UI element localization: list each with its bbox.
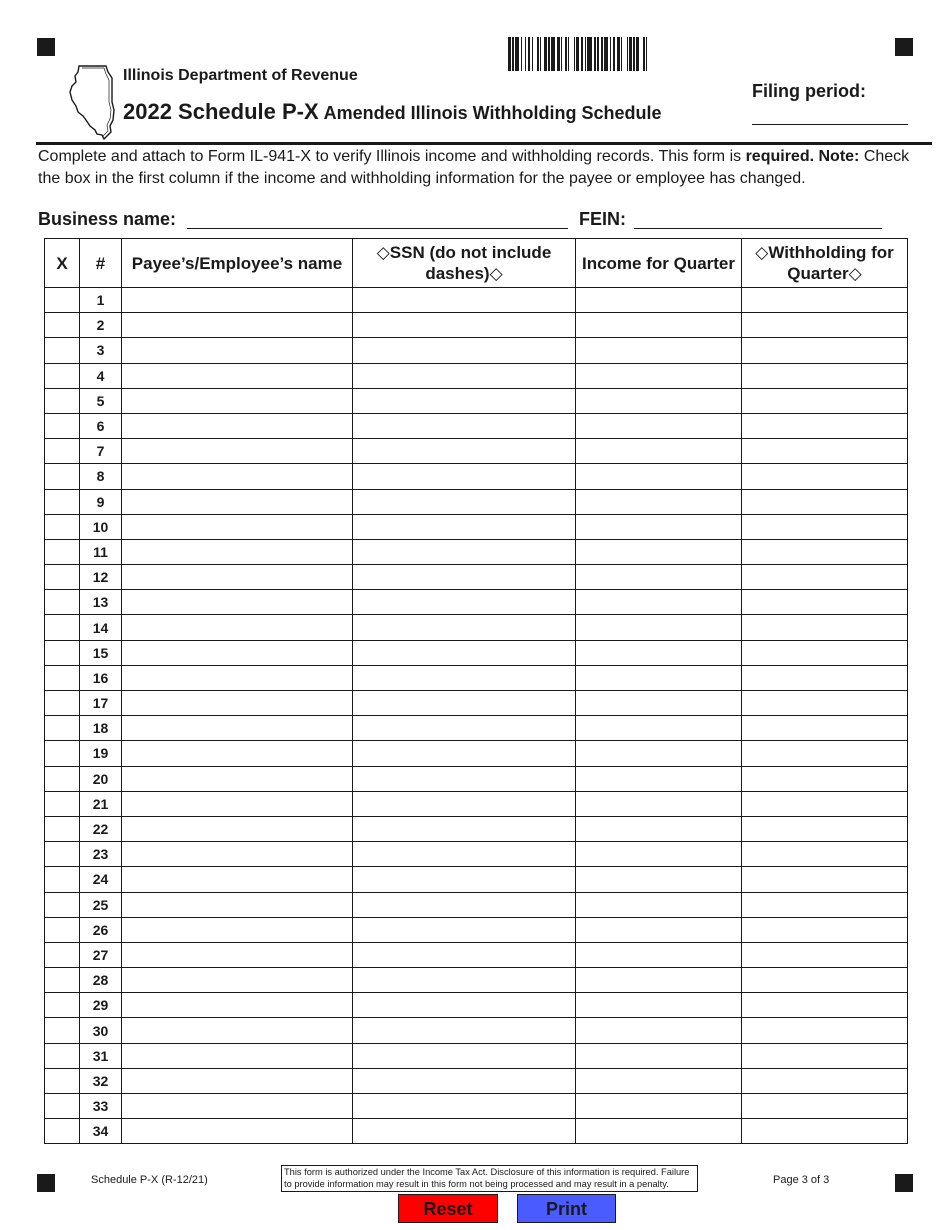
row-number: 18 xyxy=(80,716,122,741)
column-header-ssn: ◇SSN (do not include dashes)◇ xyxy=(353,239,576,288)
payee-name-cell[interactable] xyxy=(122,363,353,388)
business-name-field[interactable] xyxy=(187,228,568,229)
ssn-cell[interactable] xyxy=(353,590,576,615)
row-number: 2 xyxy=(80,313,122,338)
ssn-cell[interactable] xyxy=(353,816,576,841)
table-header-row xyxy=(45,239,908,288)
income-cell[interactable] xyxy=(576,691,742,716)
income-cell[interactable] xyxy=(576,514,742,539)
ssn-cell[interactable] xyxy=(353,439,576,464)
form-title: 2022 Schedule P-X xyxy=(123,99,319,124)
changed-checkbox-cell[interactable] xyxy=(45,489,80,514)
ssn-cell[interactable] xyxy=(353,615,576,640)
payee-name-cell[interactable] xyxy=(122,1119,353,1144)
ssn-cell[interactable] xyxy=(353,539,576,564)
payee-name-cell[interactable] xyxy=(122,514,353,539)
withholding-cell[interactable] xyxy=(742,388,908,413)
changed-checkbox-cell[interactable] xyxy=(45,766,80,791)
payee-name-cell[interactable] xyxy=(122,1068,353,1093)
ssn-cell[interactable] xyxy=(353,640,576,665)
table-body xyxy=(45,288,908,1144)
changed-checkbox-cell[interactable] xyxy=(45,942,80,967)
table-row xyxy=(45,1068,908,1093)
payee-name-cell[interactable] xyxy=(122,741,353,766)
payee-name-cell[interactable] xyxy=(122,892,353,917)
payee-name-cell[interactable] xyxy=(122,489,353,514)
income-cell[interactable] xyxy=(576,741,742,766)
table-row xyxy=(45,1119,908,1144)
ssn-cell[interactable] xyxy=(353,741,576,766)
withholding-cell[interactable] xyxy=(742,640,908,665)
income-cell[interactable] xyxy=(576,338,742,363)
row-number: 23 xyxy=(80,842,122,867)
income-cell[interactable] xyxy=(576,288,742,313)
withholding-cell[interactable] xyxy=(742,791,908,816)
instructions-text: Complete and attach to Form IL-941-X to verify Illinois income and withholding records. This form is xyxy=(38,148,746,165)
withholding-cell[interactable] xyxy=(742,766,908,791)
instructions-text-continued: Check the box in the first column if the income and withholding information for the payee or employee has changed. xyxy=(38,148,910,187)
changed-checkbox-cell[interactable] xyxy=(45,615,80,640)
withholding-cell[interactable] xyxy=(742,489,908,514)
withholding-cell[interactable] xyxy=(742,917,908,942)
changed-checkbox-cell[interactable] xyxy=(45,464,80,489)
changed-checkbox-cell[interactable] xyxy=(45,514,80,539)
withholding-cell[interactable] xyxy=(742,691,908,716)
table-row xyxy=(45,1018,908,1043)
withholding-cell[interactable] xyxy=(742,338,908,363)
row-number: 12 xyxy=(80,565,122,590)
payee-name-cell[interactable] xyxy=(122,917,353,942)
table-row xyxy=(45,867,908,892)
changed-checkbox-cell[interactable] xyxy=(45,363,80,388)
withholding-cell[interactable] xyxy=(742,867,908,892)
payee-name-cell[interactable] xyxy=(122,691,353,716)
withholding-cell[interactable] xyxy=(742,842,908,867)
ssn-cell[interactable] xyxy=(353,968,576,993)
table-row xyxy=(45,791,908,816)
payee-name-cell[interactable] xyxy=(122,791,353,816)
ssn-cell[interactable] xyxy=(353,363,576,388)
withholding-cell[interactable] xyxy=(742,665,908,690)
withholding-cell[interactable] xyxy=(742,539,908,564)
changed-checkbox-cell[interactable] xyxy=(45,313,80,338)
instructions-bold: required. Note: xyxy=(745,148,860,165)
changed-checkbox-cell[interactable] xyxy=(45,1043,80,1068)
income-cell[interactable] xyxy=(576,464,742,489)
ssn-cell[interactable] xyxy=(353,716,576,741)
row-number: 1 xyxy=(80,288,122,313)
income-cell[interactable] xyxy=(576,816,742,841)
column-header-payee-name: Payee’s/Employee’s name xyxy=(122,239,353,288)
table-row xyxy=(45,338,908,363)
payee-name-cell[interactable] xyxy=(122,766,353,791)
row-number: 22 xyxy=(80,816,122,841)
ssn-cell[interactable] xyxy=(353,514,576,539)
withholding-cell[interactable] xyxy=(742,464,908,489)
column-header-changed: X xyxy=(45,239,80,288)
withholding-cell[interactable] xyxy=(742,590,908,615)
row-number: 17 xyxy=(80,691,122,716)
payee-name-cell[interactable] xyxy=(122,288,353,313)
row-number: 32 xyxy=(80,1068,122,1093)
ssn-cell[interactable] xyxy=(353,1094,576,1119)
row-number: 27 xyxy=(80,942,122,967)
income-cell[interactable] xyxy=(576,615,742,640)
withholding-cell[interactable] xyxy=(742,288,908,313)
withholding-cell[interactable] xyxy=(742,942,908,967)
ssn-cell[interactable] xyxy=(353,1119,576,1144)
payee-name-cell[interactable] xyxy=(122,413,353,438)
ssn-cell[interactable] xyxy=(353,288,576,313)
table-row xyxy=(45,464,908,489)
income-cell[interactable] xyxy=(576,1094,742,1119)
payee-name-cell[interactable] xyxy=(122,565,353,590)
withholding-cell[interactable] xyxy=(742,615,908,640)
ssn-cell[interactable] xyxy=(353,665,576,690)
payee-name-cell[interactable] xyxy=(122,968,353,993)
changed-checkbox-cell[interactable] xyxy=(45,665,80,690)
row-number: 14 xyxy=(80,615,122,640)
ssn-cell[interactable] xyxy=(353,1018,576,1043)
payee-name-cell[interactable] xyxy=(122,1043,353,1068)
payee-name-cell[interactable] xyxy=(122,539,353,564)
table-row xyxy=(45,640,908,665)
ssn-cell[interactable] xyxy=(353,338,576,363)
payee-name-cell[interactable] xyxy=(122,439,353,464)
income-cell[interactable] xyxy=(576,413,742,438)
table-row xyxy=(45,615,908,640)
income-cell[interactable] xyxy=(576,892,742,917)
ssn-cell[interactable] xyxy=(353,842,576,867)
barcode-bar xyxy=(647,37,650,71)
column-header-number: # xyxy=(80,239,122,288)
row-number: 19 xyxy=(80,741,122,766)
row-number: 7 xyxy=(80,439,122,464)
row-number: 13 xyxy=(80,590,122,615)
changed-checkbox-cell[interactable] xyxy=(45,338,80,363)
changed-checkbox-cell[interactable] xyxy=(45,1094,80,1119)
table-row xyxy=(45,917,908,942)
withholding-cell[interactable] xyxy=(742,1094,908,1119)
payee-name-cell[interactable] xyxy=(122,665,353,690)
income-cell[interactable] xyxy=(576,716,742,741)
income-cell[interactable] xyxy=(576,665,742,690)
table-row xyxy=(45,892,908,917)
changed-checkbox-cell[interactable] xyxy=(45,917,80,942)
payee-name-cell[interactable] xyxy=(122,640,353,665)
ssn-cell[interactable] xyxy=(353,791,576,816)
payee-name-cell[interactable] xyxy=(122,590,353,615)
changed-checkbox-cell[interactable] xyxy=(45,867,80,892)
table-row xyxy=(45,539,908,564)
row-number: 30 xyxy=(80,1018,122,1043)
payee-name-cell[interactable] xyxy=(122,464,353,489)
income-cell[interactable] xyxy=(576,565,742,590)
income-cell[interactable] xyxy=(576,1043,742,1068)
column-header-withholding: ◇Withholding for Quarter◇ xyxy=(742,239,908,288)
row-number: 29 xyxy=(80,993,122,1018)
disclosure-notice: This form is authorized under the Income Tax Act. Disclosure of this information is required. Failure to provide information may result in this form not being processed and may result in a penalty. xyxy=(281,1165,698,1192)
row-number: 11 xyxy=(80,539,122,564)
row-number: 8 xyxy=(80,464,122,489)
row-number: 5 xyxy=(80,388,122,413)
row-number: 34 xyxy=(80,1119,122,1144)
payee-name-cell[interactable] xyxy=(122,388,353,413)
ssn-cell[interactable] xyxy=(353,942,576,967)
registration-mark-bottom-left xyxy=(37,1174,55,1192)
changed-checkbox-cell[interactable] xyxy=(45,1018,80,1043)
payee-name-cell[interactable] xyxy=(122,313,353,338)
form-id: Schedule P-X (R-12/21) xyxy=(91,1174,208,1186)
table-row xyxy=(45,590,908,615)
withholding-cell[interactable] xyxy=(742,1043,908,1068)
registration-mark-top-left xyxy=(37,38,55,56)
changed-checkbox-cell[interactable] xyxy=(45,288,80,313)
changed-checkbox-cell[interactable] xyxy=(45,691,80,716)
withholding-schedule-table xyxy=(44,238,908,1144)
payee-name-cell[interactable] xyxy=(122,842,353,867)
payee-name-cell[interactable] xyxy=(122,942,353,967)
income-cell[interactable] xyxy=(576,363,742,388)
changed-checkbox-cell[interactable] xyxy=(45,539,80,564)
changed-checkbox-cell[interactable] xyxy=(45,565,80,590)
income-cell[interactable] xyxy=(576,993,742,1018)
withholding-cell[interactable] xyxy=(742,716,908,741)
agency-name: Illinois Department of Revenue xyxy=(123,67,358,84)
withholding-cell[interactable] xyxy=(742,313,908,338)
instructions xyxy=(38,146,918,189)
registration-mark-bottom-right xyxy=(895,1174,913,1192)
income-cell[interactable] xyxy=(576,1119,742,1144)
payee-name-cell[interactable] xyxy=(122,867,353,892)
table-row xyxy=(45,413,908,438)
fein-field[interactable] xyxy=(634,228,882,229)
ssn-cell[interactable] xyxy=(353,892,576,917)
filing-period-label: Filing period: xyxy=(752,81,866,101)
income-cell[interactable] xyxy=(576,388,742,413)
ssn-cell[interactable] xyxy=(353,993,576,1018)
table-row xyxy=(45,741,908,766)
row-number: 26 xyxy=(80,917,122,942)
column-header-income: Income for Quarter xyxy=(576,239,742,288)
registration-mark-top-right xyxy=(895,38,913,56)
income-cell[interactable] xyxy=(576,313,742,338)
ssn-cell[interactable] xyxy=(353,388,576,413)
withholding-cell[interactable] xyxy=(742,1068,908,1093)
payee-name-cell[interactable] xyxy=(122,816,353,841)
withholding-cell[interactable] xyxy=(742,413,908,438)
row-number: 6 xyxy=(80,413,122,438)
changed-checkbox-cell[interactable] xyxy=(45,892,80,917)
table-row xyxy=(45,842,908,867)
payee-name-cell[interactable] xyxy=(122,338,353,363)
withholding-cell[interactable] xyxy=(742,1119,908,1144)
row-number: 31 xyxy=(80,1043,122,1068)
ssn-cell[interactable] xyxy=(353,413,576,438)
table-row xyxy=(45,968,908,993)
withholding-cell[interactable] xyxy=(742,514,908,539)
withholding-cell[interactable] xyxy=(742,565,908,590)
table-row xyxy=(45,288,908,313)
table-row xyxy=(45,766,908,791)
changed-checkbox-cell[interactable] xyxy=(45,1068,80,1093)
ssn-cell[interactable] xyxy=(353,489,576,514)
row-number: 10 xyxy=(80,514,122,539)
withholding-cell[interactable] xyxy=(742,816,908,841)
table-row xyxy=(45,514,908,539)
income-cell[interactable] xyxy=(576,539,742,564)
withholding-cell[interactable] xyxy=(742,363,908,388)
row-number: 15 xyxy=(80,640,122,665)
table-row xyxy=(45,816,908,841)
income-cell[interactable] xyxy=(576,842,742,867)
changed-checkbox-cell[interactable] xyxy=(45,842,80,867)
payee-name-cell[interactable] xyxy=(122,716,353,741)
changed-checkbox-cell[interactable] xyxy=(45,791,80,816)
page-number: Page 3 of 3 xyxy=(773,1174,830,1186)
row-number: 20 xyxy=(80,766,122,791)
fein-label: FEIN: xyxy=(579,209,626,229)
header-divider xyxy=(36,142,932,145)
withholding-cell[interactable] xyxy=(742,1018,908,1043)
table-row xyxy=(45,1043,908,1068)
income-cell[interactable] xyxy=(576,590,742,615)
income-cell[interactable] xyxy=(576,917,742,942)
row-number: 3 xyxy=(80,338,122,363)
table-row xyxy=(45,313,908,338)
income-cell[interactable] xyxy=(576,791,742,816)
table-row xyxy=(45,489,908,514)
changed-checkbox-cell[interactable] xyxy=(45,1119,80,1144)
reset-button[interactable]: Reset xyxy=(398,1194,498,1223)
changed-checkbox-cell[interactable] xyxy=(45,716,80,741)
changed-checkbox-cell[interactable] xyxy=(45,439,80,464)
business-name-label: Business name: xyxy=(38,209,177,229)
withholding-cell[interactable] xyxy=(742,741,908,766)
income-cell[interactable] xyxy=(576,867,742,892)
changed-checkbox-cell[interactable] xyxy=(45,968,80,993)
changed-checkbox-cell[interactable] xyxy=(45,388,80,413)
ssn-cell[interactable] xyxy=(353,917,576,942)
row-number: 4 xyxy=(80,363,122,388)
form-title-row xyxy=(123,99,662,125)
table-row xyxy=(45,388,908,413)
row-number: 16 xyxy=(80,665,122,690)
changed-checkbox-cell[interactable] xyxy=(45,640,80,665)
table-row xyxy=(45,439,908,464)
filing-period-field[interactable] xyxy=(752,124,908,125)
changed-checkbox-cell[interactable] xyxy=(45,816,80,841)
income-cell[interactable] xyxy=(576,489,742,514)
row-number: 25 xyxy=(80,892,122,917)
form-subtitle: Amended Illinois Withholding Schedule xyxy=(323,103,662,123)
barcode xyxy=(508,37,704,71)
ssn-cell[interactable] xyxy=(353,691,576,716)
ssn-cell[interactable] xyxy=(353,867,576,892)
withholding-cell[interactable] xyxy=(742,993,908,1018)
ssn-cell[interactable] xyxy=(353,1068,576,1093)
changed-checkbox-cell[interactable] xyxy=(45,741,80,766)
row-number: 9 xyxy=(80,489,122,514)
changed-checkbox-cell[interactable] xyxy=(45,413,80,438)
ssn-cell[interactable] xyxy=(353,464,576,489)
table-row xyxy=(45,716,908,741)
income-cell[interactable] xyxy=(576,766,742,791)
ssn-cell[interactable] xyxy=(353,1043,576,1068)
withholding-cell[interactable] xyxy=(742,892,908,917)
table-row xyxy=(45,691,908,716)
changed-checkbox-cell[interactable] xyxy=(45,993,80,1018)
income-cell[interactable] xyxy=(576,968,742,993)
payee-name-cell[interactable] xyxy=(122,1094,353,1119)
print-button[interactable]: Print xyxy=(517,1194,616,1223)
table-row xyxy=(45,1094,908,1119)
changed-checkbox-cell[interactable] xyxy=(45,590,80,615)
ssn-cell[interactable] xyxy=(353,766,576,791)
income-cell[interactable] xyxy=(576,640,742,665)
payee-name-cell[interactable] xyxy=(122,993,353,1018)
income-cell[interactable] xyxy=(576,439,742,464)
table-row xyxy=(45,363,908,388)
table-row xyxy=(45,993,908,1018)
withholding-cell[interactable] xyxy=(742,968,908,993)
table-row xyxy=(45,665,908,690)
payee-name-cell[interactable] xyxy=(122,615,353,640)
income-cell[interactable] xyxy=(576,942,742,967)
row-number: 33 xyxy=(80,1094,122,1119)
row-number: 28 xyxy=(80,968,122,993)
ssn-cell[interactable] xyxy=(353,565,576,590)
income-cell[interactable] xyxy=(576,1018,742,1043)
table-row xyxy=(45,565,908,590)
ssn-cell[interactable] xyxy=(353,313,576,338)
table-row xyxy=(45,942,908,967)
payee-name-cell[interactable] xyxy=(122,1018,353,1043)
withholding-cell[interactable] xyxy=(742,439,908,464)
row-number: 21 xyxy=(80,791,122,816)
illinois-state-icon xyxy=(66,64,118,140)
income-cell[interactable] xyxy=(576,1068,742,1093)
row-number: 24 xyxy=(80,867,122,892)
